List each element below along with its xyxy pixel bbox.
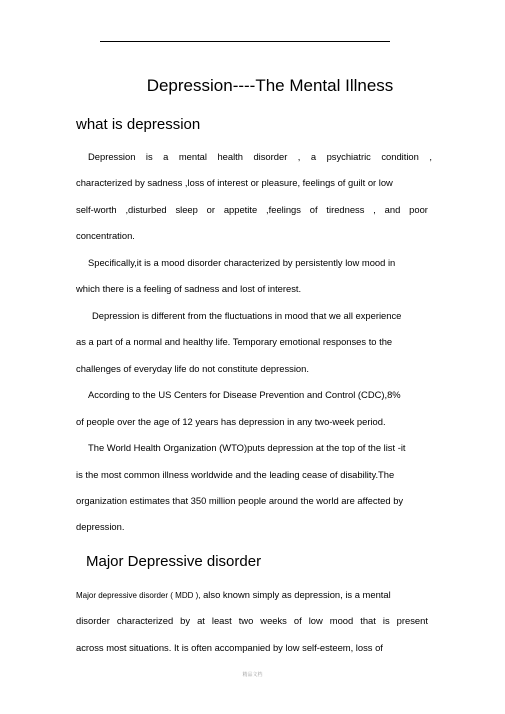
p1-line3 [76, 204, 428, 216]
p5-line1: The World Health Organization (WTO)puts depression at the top of the list -it [88, 442, 406, 453]
header-rule [100, 41, 390, 42]
mdd-line2-word: low [308, 615, 323, 626]
p1-line3-word: , [373, 204, 376, 215]
p1-line3-word: self-worth [76, 204, 117, 215]
p2-line2: which there is a feeling of sadness and lost of interest. [76, 283, 302, 294]
p1-line3-word: or [206, 204, 216, 215]
mdd-line2-word: disorder [76, 615, 110, 626]
p1-line1-word: Depression [88, 151, 136, 162]
p1-line1-word: is [145, 151, 153, 162]
mdd-line2-word: that [360, 615, 376, 626]
p5-line2: is the most common illness worldwide and the leading cease of disability.The [76, 469, 395, 480]
p5-line3: organization estimates that 350 million people around the world are affected by [76, 495, 404, 506]
p1-line1-word: health [217, 151, 243, 162]
p1-line3-word: appetite [223, 204, 258, 215]
p1-line4: concentration. [76, 230, 135, 241]
mdd-line2-word: mood [329, 615, 354, 626]
p1-line3-word: ,disturbed [125, 204, 167, 215]
mdd-line1-rest: also known simply as depression, is a mental [203, 589, 391, 600]
p1-line1-word: disorder [253, 151, 288, 162]
p1-line3-word: and [384, 204, 401, 215]
p1-line3-word: sleep [175, 204, 198, 215]
p2-line1: Specifically,it is a mood disorder characterized by persistently low mood in [88, 257, 396, 268]
section-heading-what-is-depression: what is depression [76, 116, 201, 133]
p3-line2: as a part of a normal and healthy life. Temporary emotional responses to the [76, 336, 393, 347]
p4-line1: According to the US Centers for Disease Prevention and Control (CDC),8% [88, 389, 401, 400]
p3-line3: challenges of everyday life do not constitute depression. [76, 363, 309, 374]
mdd-line2-word: of [293, 615, 302, 626]
mdd-line2-word: is [382, 615, 390, 626]
p1-line1-word: a [310, 151, 317, 162]
p1-line3-word: tiredness [326, 204, 365, 215]
p1-line3-word: of [309, 204, 318, 215]
mdd-line2-word: weeks [260, 615, 287, 626]
p1-line1-word: condition [381, 151, 419, 162]
mdd-line2-word: at [197, 615, 205, 626]
p3-line1: Depression is different from the fluctuations in mood that we all experience [92, 310, 402, 321]
p4-line2: of people over the age of 12 years has depression in any two-week period. [76, 416, 386, 427]
page-footer: 精品文档 [242, 672, 263, 678]
p5-line4: depression. [76, 521, 125, 532]
p1-line2: characterized by sadness ,loss of interest or pleasure, feelings of guilt or low [76, 177, 393, 188]
p1-line1-word: , [429, 151, 432, 162]
mdd-line2-word: two [238, 615, 254, 626]
p1-line1-word: a [163, 151, 169, 162]
p1-line3-word: ,feelings [266, 204, 301, 215]
p1-line1 [88, 151, 432, 163]
p1-line1-word: psychiatric [326, 151, 371, 162]
p1-line3-word: poor [409, 204, 428, 215]
mdd-line2-word: least [211, 615, 232, 626]
mdd-line1-small: Major depressive disorder ( MDD ), [76, 591, 201, 600]
mdd-line3: across most situations. It is often accompanied by low self-esteem, loss of [76, 642, 383, 653]
mdd-line2-word: present [396, 615, 428, 626]
mdd-line2 [76, 615, 428, 627]
p1-line1-word: , [297, 151, 301, 162]
p1-line1-word: mental [178, 151, 207, 162]
page-title: Depression----The Mental Illness [146, 76, 394, 95]
section-heading-major-depressive-disorder: Major Depressive disorder [86, 553, 262, 570]
mdd-line2-word: by [180, 615, 191, 626]
mdd-line1 [76, 589, 391, 602]
mdd-line2-word: characterized [116, 615, 174, 626]
